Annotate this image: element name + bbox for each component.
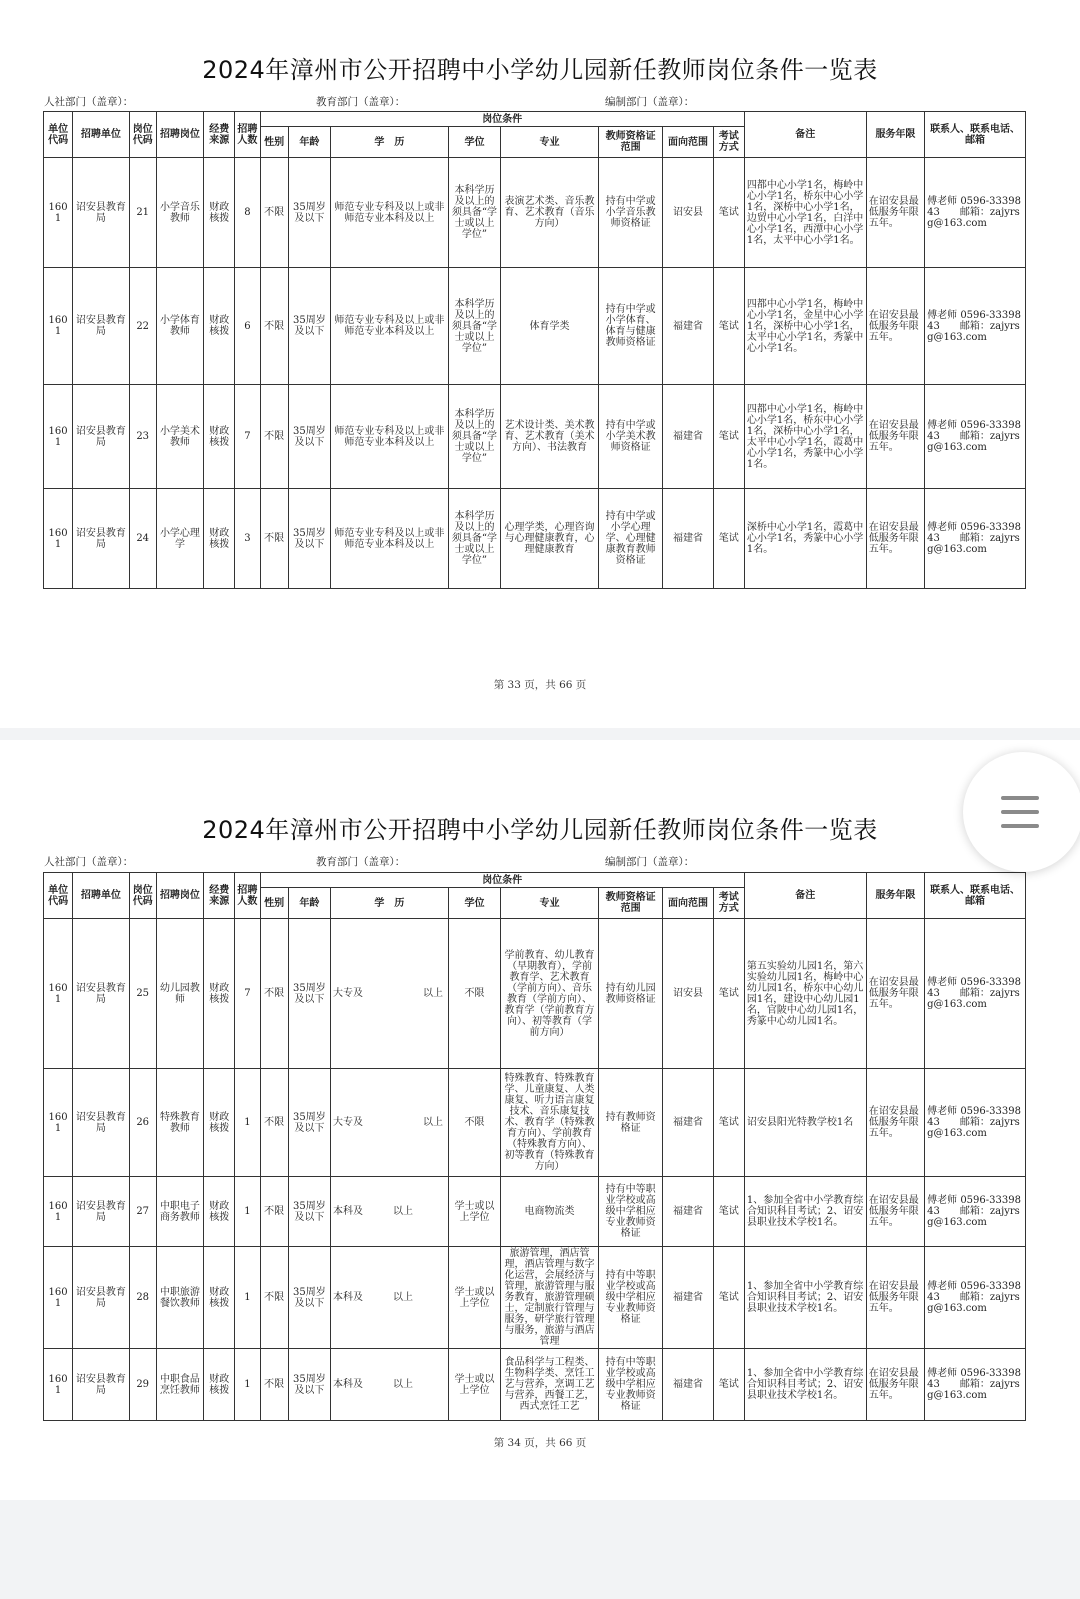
- cell-scope: 福建省: [663, 489, 713, 589]
- header-post-code: 岗位代码: [129, 112, 156, 158]
- education-department-label: 教育部门（盖章）：: [316, 856, 406, 868]
- cell-post: 小学音乐教师: [156, 158, 203, 268]
- cell-education: 师范专业专科及以上或非师范专业本科及以上: [330, 385, 448, 489]
- cell-cert: 持有中等职业学校或高级中学相应专业教师资格证: [598, 1349, 662, 1421]
- cell-scope: 福建省: [663, 1247, 713, 1349]
- table-row: [44, 1069, 1026, 1177]
- cell-gender: 不限: [260, 158, 288, 268]
- cell-education: 本科及 以上: [330, 1177, 448, 1247]
- cell-gender: 不限: [260, 1247, 288, 1349]
- cell-exam: 笔试: [713, 1247, 744, 1349]
- table-row: [44, 385, 1026, 489]
- hr-department-label: 人社部门（盖章）：: [44, 856, 134, 868]
- cell-funding: 财政核拨: [204, 1177, 235, 1247]
- header-unit: 招聘单位: [73, 873, 129, 919]
- cell-major: 特殊教育、特殊教育学、儿童康复、人类康复、听力语言康复技术、音乐康复技术、教育学（特殊教育方向）、学前教育（特殊教育方向）、初等教育（特殊教育方向）: [501, 1069, 599, 1177]
- cell-exam: 笔试: [713, 268, 744, 385]
- cell-remarks: 1、参加全省中小学教育综合知识科目考试；2、诏安县职业技术学校1名。: [744, 1177, 866, 1247]
- table-row: [44, 489, 1026, 589]
- header-scope: 面向范围: [663, 888, 713, 919]
- cell-unit: 诏安县教育局: [73, 1177, 129, 1247]
- staffing-department-label: 编制部门（盖章）：: [605, 856, 695, 868]
- cell-post-code: 23: [129, 385, 156, 489]
- staffing-department-label: 编制部门（盖章）：: [605, 96, 695, 108]
- cell-education: 本科及 以上: [330, 1349, 448, 1421]
- cell-service: 在诏安县最低服务年限五年。: [866, 919, 924, 1069]
- table-row: [44, 1349, 1026, 1421]
- cell-post-code: 29: [129, 1349, 156, 1421]
- header-exam: 考试方式: [713, 127, 744, 158]
- cell-education: 本科及 以上: [330, 1247, 448, 1349]
- table-row: [44, 919, 1026, 1069]
- cell-post-code: 24: [129, 489, 156, 589]
- cell-funding: 财政核拨: [204, 1349, 235, 1421]
- cell-post: 幼儿园教师: [156, 919, 203, 1069]
- header-service: 服务年限: [866, 112, 924, 158]
- cell-scope: 福建省: [663, 385, 713, 489]
- cell-major: 学前教育、幼儿教育（早期教育），学前教育学、艺术教育（学前方向）、音乐教育（学前方向）、教育学（学前教育方向）、初等教育（学前方向）: [501, 919, 599, 1069]
- header-post-code: 岗位代码: [129, 873, 156, 919]
- cell-post: 小学心理学: [156, 489, 203, 589]
- cell-unit-code: 1601: [44, 1247, 73, 1349]
- cell-gender: 不限: [260, 489, 288, 589]
- cell-exam: 笔试: [713, 385, 744, 489]
- cell-remarks: 四都中心小学1名，梅岭中心小学1名，金星中心小学1名，深桥中心小学1名，太平中心小学1名，秀篆中心小学1名。: [744, 268, 866, 385]
- cell-degree: 学士或以上学位: [448, 1177, 500, 1247]
- cell-unit: 诏安县教育局: [73, 1247, 129, 1349]
- cell-major: 电商物流类: [501, 1177, 599, 1247]
- cell-scope: 福建省: [663, 1349, 713, 1421]
- cell-service: 在诏安县最低服务年限五年。: [866, 489, 924, 589]
- cell-post-code: 21: [129, 158, 156, 268]
- cell-service: 在诏安县最低服务年限五年。: [866, 268, 924, 385]
- cell-degree: 本科学历及以上的须具备“学士或以上学位”: [448, 158, 500, 268]
- cell-count: 8: [235, 158, 260, 268]
- cell-funding: 财政核拨: [204, 1069, 235, 1177]
- cell-service: 在诏安县最低服务年限五年。: [866, 1177, 924, 1247]
- cell-unit-code: 1601: [44, 1349, 73, 1421]
- cell-unit-code: 1601: [44, 158, 73, 268]
- cell-contact: 傅老师 0596-3339843 邮箱：zajyrsg@163.com: [925, 385, 1026, 489]
- cell-education: 大专及 以上: [330, 919, 448, 1069]
- cell-funding: 财政核拨: [204, 385, 235, 489]
- cell-unit: 诏安县教育局: [73, 268, 129, 385]
- cell-count: 1: [235, 1349, 260, 1421]
- cell-cert: 持有中学或小学美术教师资格证: [598, 385, 662, 489]
- header-gender: 性别: [260, 888, 288, 919]
- cell-scope: 福建省: [663, 1177, 713, 1247]
- positions-table: [43, 872, 1026, 1421]
- hr-department-label: 人社部门（盖章）：: [44, 96, 134, 108]
- table-row: [44, 1177, 1026, 1247]
- header-major: 专业: [501, 127, 599, 158]
- cell-exam: 笔试: [713, 1349, 744, 1421]
- document-page-34: [0, 740, 1080, 1500]
- cell-unit-code: 1601: [44, 1069, 73, 1177]
- cell-contact: 傅老师 0596-3339843 邮箱：zajyrsg@163.com: [925, 1177, 1026, 1247]
- cell-scope: 诏安县: [663, 158, 713, 268]
- cell-cert: 持有中等职业学校或高级中学相应专业教师资格证: [598, 1247, 662, 1349]
- cell-degree: 不限: [448, 919, 500, 1069]
- cell-funding: 财政核拨: [204, 268, 235, 385]
- cell-major: 旅游管理，酒店管理，酒店管理与数字化运营，会展经济与管理，旅游管理与服务教育，旅游管理硕士，定制旅行管理与服务，研学旅行管理与服务，旅游与酒店管理: [501, 1247, 599, 1349]
- header-age: 年龄: [288, 888, 330, 919]
- cell-unit-code: 1601: [44, 385, 73, 489]
- cell-contact: 傅老师 0596-3339843 邮箱：zajyrsg@163.com: [925, 1247, 1026, 1349]
- cell-age: 35周岁及以下: [288, 1069, 330, 1177]
- cell-count: 7: [235, 385, 260, 489]
- cell-exam: 笔试: [713, 1069, 744, 1177]
- cell-education: 师范专业专科及以上或非师范专业本科及以上: [330, 158, 448, 268]
- cell-unit: 诏安县教育局: [73, 1349, 129, 1421]
- cell-exam: 笔试: [713, 489, 744, 589]
- education-department-label: 教育部门（盖章）：: [316, 96, 406, 108]
- cell-post-code: 27: [129, 1177, 156, 1247]
- cell-post-code: 28: [129, 1247, 156, 1349]
- header-degree: 学位: [448, 888, 500, 919]
- cell-remarks: 1、参加全省中小学教育综合知识科目考试；2、诏安县职业技术学校1名。: [744, 1349, 866, 1421]
- cell-degree: 学士或以上学位: [448, 1349, 500, 1421]
- cell-cert: 持有幼儿园教师资格证: [598, 919, 662, 1069]
- header-exam: 考试方式: [713, 888, 744, 919]
- cell-post-code: 22: [129, 268, 156, 385]
- table-row: [44, 268, 1026, 385]
- table-row: [44, 1247, 1026, 1349]
- cell-remarks: 第五实验幼儿园1名，第六实验幼儿园1名，梅岭中心幼儿园1名，桥东中心幼儿园1名，建设中心幼儿园1名，官陂中心幼儿园1名，秀篆中心幼儿园1名。: [744, 919, 866, 1069]
- cell-gender: 不限: [260, 385, 288, 489]
- cell-exam: 笔试: [713, 1177, 744, 1247]
- header-scope: 面向范围: [663, 127, 713, 158]
- cell-age: 35周岁及以下: [288, 385, 330, 489]
- cell-count: 1: [235, 1177, 260, 1247]
- cell-count: 1: [235, 1069, 260, 1177]
- cell-service: 在诏安县最低服务年限五年。: [866, 385, 924, 489]
- header-conditions: 岗位条件: [260, 112, 744, 127]
- cell-unit-code: 1601: [44, 919, 73, 1069]
- header-contact: 联系人、联系电话、邮箱: [925, 112, 1026, 158]
- cell-age: 35周岁及以下: [288, 268, 330, 385]
- cell-gender: 不限: [260, 1177, 288, 1247]
- positions-table: [43, 111, 1026, 589]
- header-conditions: 岗位条件: [260, 873, 744, 888]
- cell-post: 小学美术教师: [156, 385, 203, 489]
- cell-major: 体育学类: [501, 268, 599, 385]
- header-cert: 教师资格证范围: [598, 888, 662, 919]
- cell-degree: 本科学历及以上的须具备“学士或以上学位”: [448, 489, 500, 589]
- cell-remarks: 1、参加全省中小学教育综合知识科目考试；2、诏安县职业技术学校1名。: [744, 1247, 866, 1349]
- table-row: [44, 158, 1026, 268]
- cell-age: 35周岁及以下: [288, 489, 330, 589]
- cell-major: 心理学类，心理咨询与心理健康教育，心理健康教育: [501, 489, 599, 589]
- cell-gender: 不限: [260, 1069, 288, 1177]
- cell-post: 中职电子商务教师: [156, 1177, 203, 1247]
- header-count: 招聘人数: [235, 873, 260, 919]
- cell-unit: 诏安县教育局: [73, 919, 129, 1069]
- cell-remarks: 深桥中心小学1名，霞葛中心小学1名，秀篆中心小学1名。: [744, 489, 866, 589]
- cell-cert: 持有中学或小学体育、体育与健康教师资格证: [598, 268, 662, 385]
- header-education: 学 历: [330, 127, 448, 158]
- cell-degree: 本科学历及以上的须具备“学士或以上学位”: [448, 385, 500, 489]
- header-unit-code: 单位代码: [44, 112, 73, 158]
- cell-remarks: 诏安县阳光特教学校1名: [744, 1069, 866, 1177]
- cell-post: 特殊教育教师: [156, 1069, 203, 1177]
- header-remarks: 备注: [744, 873, 866, 919]
- page-footer: 第 33 页，共 66 页: [493, 679, 587, 691]
- header-degree: 学位: [448, 127, 500, 158]
- cell-education: 师范专业专科及以上或非师范专业本科及以上: [330, 268, 448, 385]
- cell-exam: 笔试: [713, 158, 744, 268]
- cell-major: 艺术设计类、美术教育、艺术教育（美术方向）、书法教育: [501, 385, 599, 489]
- cell-cert: 持有中学或小学音乐教师资格证: [598, 158, 662, 268]
- cell-unit: 诏安县教育局: [73, 489, 129, 589]
- header-funding: 经费来源: [204, 873, 235, 919]
- cell-scope: 福建省: [663, 268, 713, 385]
- header-cert: 教师资格证范围: [598, 127, 662, 158]
- header-funding: 经费来源: [204, 112, 235, 158]
- cell-cert: 持有中学或小学心理学、心理健康教育教师资格证: [598, 489, 662, 589]
- cell-education: 师范专业专科及以上或非师范专业本科及以上: [330, 489, 448, 589]
- page-footer: 第 34 页，共 66 页: [493, 1437, 587, 1449]
- cell-degree: 学士或以上学位: [448, 1247, 500, 1349]
- cell-age: 35周岁及以下: [288, 158, 330, 268]
- cell-funding: 财政核拨: [204, 919, 235, 1069]
- header-major: 专业: [501, 888, 599, 919]
- cell-remarks: 四都中心小学1名，梅岭中心小学1名，桥东中心小学1名，深桥中心小学1名，边贸中心小学1名，白洋中心小学1名，西潭中心小学1名，太平中心小学1名。: [744, 158, 866, 268]
- floating-menu-button[interactable]: [963, 752, 1080, 872]
- header-count: 招聘人数: [235, 112, 260, 158]
- cell-contact: 傅老师 0596-3339843 邮箱：zajyrsg@163.com: [925, 489, 1026, 589]
- cell-major: 食品科学与工程类、生物科学类、烹饪工艺与营养，烹调工艺与营养，西餐工艺，西式烹饪工艺: [501, 1349, 599, 1421]
- page-title: 2024年漳州市公开招聘中小学幼儿园新任教师岗位条件一览表: [202, 56, 878, 84]
- header-post: 招聘岗位: [156, 112, 203, 158]
- cell-contact: 傅老师 0596-3339843 邮箱：zajyrsg@163.com: [925, 158, 1026, 268]
- cell-contact: 傅老师 0596-3339843 邮箱：zajyrsg@163.com: [925, 268, 1026, 385]
- page-title: 2024年漳州市公开招聘中小学幼儿园新任教师岗位条件一览表: [202, 816, 878, 844]
- cell-funding: 财政核拨: [204, 158, 235, 268]
- header-gender: 性别: [260, 127, 288, 158]
- cell-count: 6: [235, 268, 260, 385]
- cell-contact: 傅老师 0596-3339843 邮箱：zajyrsg@163.com: [925, 919, 1026, 1069]
- cell-exam: 笔试: [713, 919, 744, 1069]
- header-age: 年龄: [288, 127, 330, 158]
- cell-cert: 持有教师资格证: [598, 1069, 662, 1177]
- cell-contact: 傅老师 0596-3339843 邮箱：zajyrsg@163.com: [925, 1349, 1026, 1421]
- cell-post: 中职食品烹饪教师: [156, 1349, 203, 1421]
- cell-post: 中职旅游餐饮教师: [156, 1247, 203, 1349]
- cell-funding: 财政核拨: [204, 1247, 235, 1349]
- header-remarks: 备注: [744, 112, 866, 158]
- cell-funding: 财政核拨: [204, 489, 235, 589]
- header-education: 学 历: [330, 888, 448, 919]
- header-unit: 招聘单位: [73, 112, 129, 158]
- cell-scope: 福建省: [663, 1069, 713, 1177]
- cell-unit-code: 1601: [44, 1177, 73, 1247]
- cell-unit: 诏安县教育局: [73, 1069, 129, 1177]
- cell-unit: 诏安县教育局: [73, 158, 129, 268]
- cell-post-code: 26: [129, 1069, 156, 1177]
- cell-age: 35周岁及以下: [288, 919, 330, 1069]
- cell-post: 小学体育教师: [156, 268, 203, 385]
- cell-remarks: 四都中心小学1名，梅岭中心小学1名，桥东中心小学1名，深桥中心小学1名，太平中心小学1名，霞葛中心小学1名，秀篆中心小学1名。: [744, 385, 866, 489]
- cell-unit-code: 1601: [44, 268, 73, 385]
- cell-age: 35周岁及以下: [288, 1177, 330, 1247]
- cell-unit: 诏安县教育局: [73, 385, 129, 489]
- header-post: 招聘岗位: [156, 873, 203, 919]
- cell-scope: 诏安县: [663, 919, 713, 1069]
- header-service: 服务年限: [866, 873, 924, 919]
- cell-gender: 不限: [260, 1349, 288, 1421]
- cell-post-code: 25: [129, 919, 156, 1069]
- cell-age: 35周岁及以下: [288, 1349, 330, 1421]
- cell-service: 在诏安县最低服务年限五年。: [866, 1349, 924, 1421]
- cell-unit-code: 1601: [44, 489, 73, 589]
- cell-count: 7: [235, 919, 260, 1069]
- cell-major: 表演艺术类、音乐教育、艺术教育（音乐方向）: [501, 158, 599, 268]
- cell-cert: 持有中等职业学校或高级中学相应专业教师资格证: [598, 1177, 662, 1247]
- header-contact: 联系人、联系电话、邮箱: [925, 873, 1026, 919]
- cell-degree: 本科学历及以上的须具备“学士或以上学位”: [448, 268, 500, 385]
- cell-count: 3: [235, 489, 260, 589]
- cell-service: 在诏安县最低服务年限五年。: [866, 1247, 924, 1349]
- cell-contact: 傅老师 0596-3339843 邮箱：zajyrsg@163.com: [925, 1069, 1026, 1177]
- cell-education: 大专及 以上: [330, 1069, 448, 1177]
- cell-count: 1: [235, 1247, 260, 1349]
- document-page-33: [0, 0, 1080, 728]
- cell-service: 在诏安县最低服务年限五年。: [866, 158, 924, 268]
- cell-service: 在诏安县最低服务年限五年。: [866, 1069, 924, 1177]
- cell-degree: 不限: [448, 1069, 500, 1177]
- cell-gender: 不限: [260, 268, 288, 385]
- cell-gender: 不限: [260, 919, 288, 1069]
- header-unit-code: 单位代码: [44, 873, 73, 919]
- cell-age: 35周岁及以下: [288, 1247, 330, 1349]
